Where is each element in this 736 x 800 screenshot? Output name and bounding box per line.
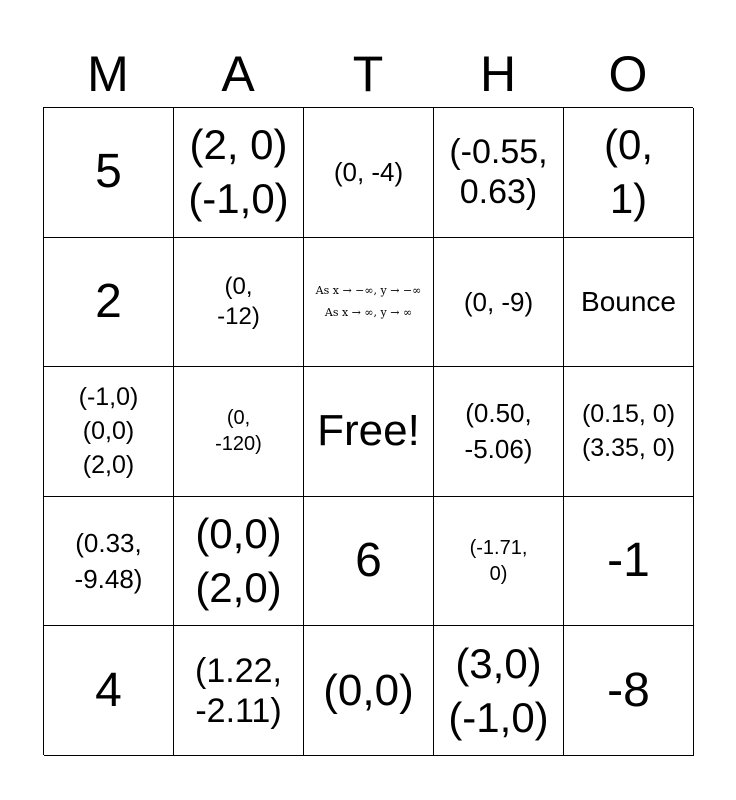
bingo-cell-r3-c1[interactable]: (-1,0) (0,0) (2,0) <box>44 367 174 497</box>
bingo-cell-r4-c3[interactable]: 6 <box>304 497 434 627</box>
header-letter-t: T <box>352 46 384 102</box>
bingo-cell-r2-c4[interactable]: (0, -9) <box>434 238 564 368</box>
bingo-cell-r5-c4[interactable]: (3,0) (-1,0) <box>434 626 564 756</box>
bingo-cell-r3-c4[interactable]: (0.50, -5.06) <box>434 367 564 497</box>
bingo-cell-r2-c5[interactable]: Bounce <box>564 238 694 368</box>
bingo-cell-r4-c1[interactable]: (0.33, -9.48) <box>44 497 174 627</box>
bingo-cell-r1-c3[interactable]: (0, -4) <box>304 108 434 238</box>
header-letter-m: M <box>87 46 129 102</box>
bingo-cell-r2-c2[interactable]: (0, -12) <box>174 238 304 368</box>
bingo-header <box>43 42 693 106</box>
bingo-cell-r5-c5[interactable]: -8 <box>564 626 694 756</box>
bingo-cell-r5-c1[interactable]: 4 <box>44 626 174 756</box>
bingo-cell-r5-c2[interactable]: (1.22, -2.11) <box>174 626 304 756</box>
bingo-cell-r1-c1[interactable]: 5 <box>44 108 174 238</box>
bingo-cell-r2-c3[interactable]: As x → −∞, y → −∞ As x → ∞, y → ∞ <box>304 238 434 368</box>
bingo-cell-r3-c5[interactable]: (0.15, 0) (3.35, 0) <box>564 367 694 497</box>
bingo-cell-r1-c5[interactable]: (0, 1) <box>564 108 694 238</box>
bingo-cell-r4-c4[interactable]: (-1.71, 0) <box>434 497 564 627</box>
header-letter-a: A <box>221 46 255 102</box>
bingo-cell-r4-c2[interactable]: (0,0) (2,0) <box>174 497 304 627</box>
bingo-cell-r4-c5[interactable]: -1 <box>564 497 694 627</box>
header-letter-h: H <box>479 46 517 102</box>
bingo-cell-r3-c2[interactable]: (0, -120) <box>174 367 304 497</box>
header-letter-o: O <box>608 46 648 102</box>
bingo-board <box>43 107 693 755</box>
bingo-cell-r1-c4[interactable]: (-0.55, 0.63) <box>434 108 564 238</box>
bingo-cell-r1-c2[interactable]: (2, 0) (-1,0) <box>174 108 304 238</box>
bingo-cell-r2-c1[interactable]: 2 <box>44 238 174 368</box>
bingo-cell-r5-c3[interactable]: (0,0) <box>304 626 434 756</box>
bingo-cell-r3-c3-free[interactable]: Free! <box>304 367 434 497</box>
